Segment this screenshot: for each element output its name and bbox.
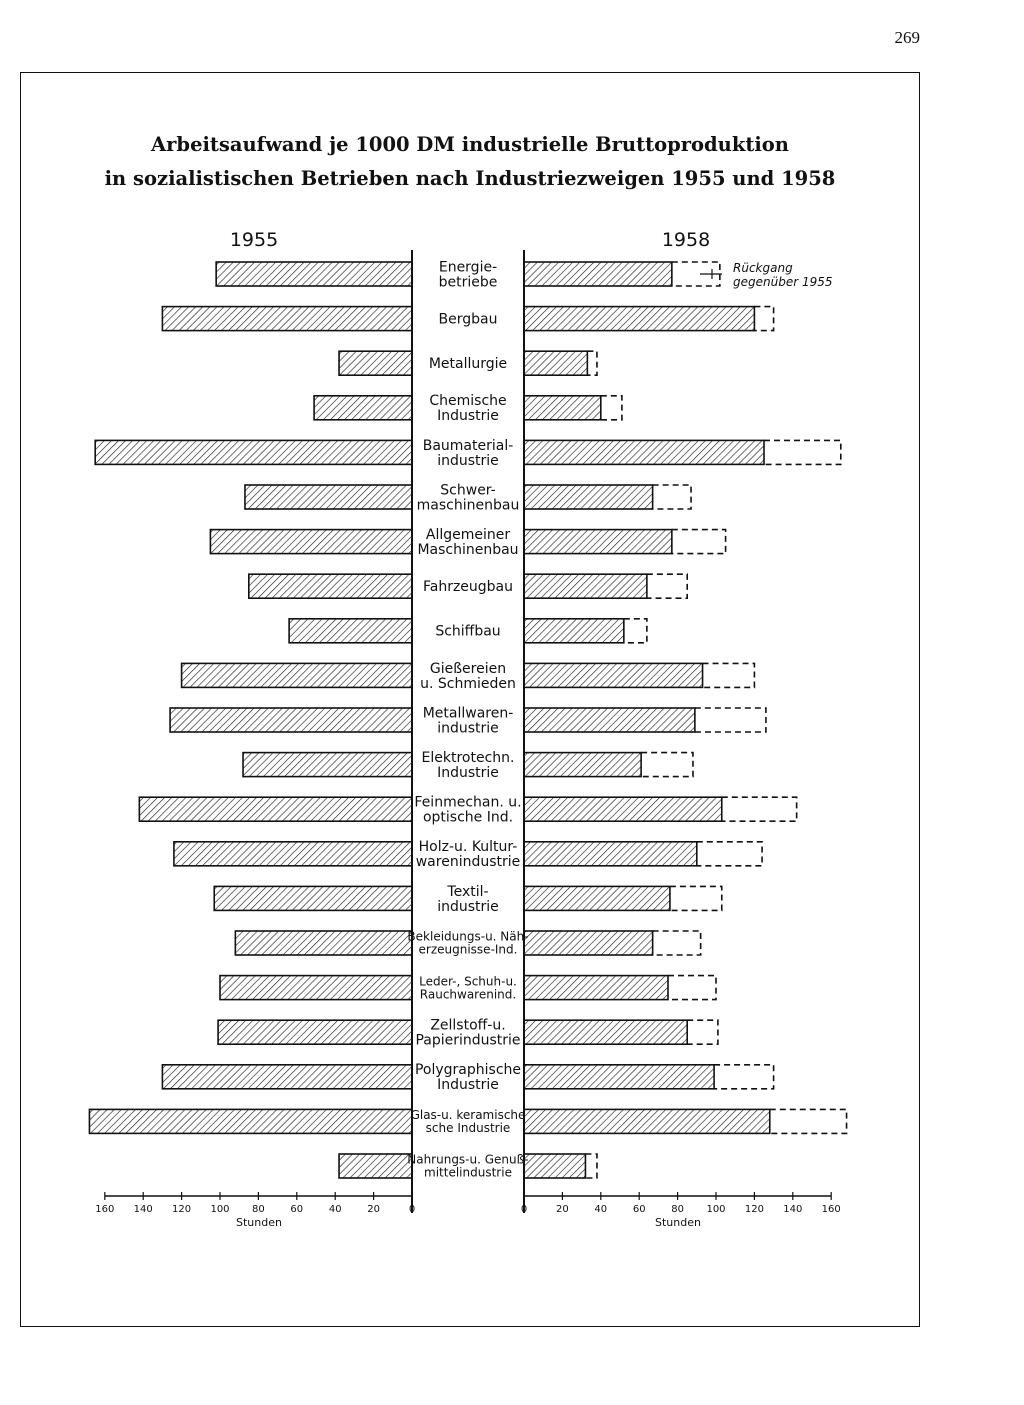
bar-1955-6 — [245, 485, 412, 509]
category-label-20-line-1: Glas-u. keramische — [410, 1108, 526, 1123]
decline-outline-10 — [703, 663, 755, 687]
decline-outline-17 — [668, 976, 716, 1000]
category-label-18-line-2: Papierindustrie — [415, 1032, 521, 1049]
category-label-19-line-2: Industrie — [437, 1077, 499, 1094]
left-tick-label-3: 120 — [172, 1204, 192, 1215]
category-label-5-line-1: Baumaterial- — [422, 437, 514, 454]
right-tick-label-2: 20 — [556, 1204, 569, 1215]
category-label-13-line-1: Feinmechan. u. — [414, 794, 522, 811]
decline-outline-5 — [764, 440, 841, 464]
bar-1955-9 — [289, 619, 412, 643]
bar-1958-16 — [524, 931, 653, 955]
bar-1958-6 — [524, 485, 653, 509]
category-label-6-line-2: maschinenbau — [416, 497, 520, 514]
category-label-4-line-1: Chemische — [429, 393, 507, 410]
category-label-15-line-2: industrie — [437, 898, 499, 915]
bar-1955-11 — [170, 708, 412, 732]
decline-outline-21 — [585, 1154, 597, 1178]
bar-1958-9 — [524, 619, 624, 643]
category-label-18-line-1: Zellstoff-u. — [430, 1017, 506, 1034]
bar-1958-21 — [524, 1154, 585, 1178]
category-label-4-line-2: Industrie — [437, 408, 499, 425]
bar-1958-19 — [524, 1065, 714, 1089]
bar-1958-14 — [524, 842, 697, 866]
decline-outline-3 — [587, 351, 597, 375]
bar-1955-12 — [243, 753, 412, 777]
decline-outline-2 — [754, 307, 773, 331]
bar-1955-19 — [162, 1065, 412, 1089]
bar-1955-18 — [218, 1020, 412, 1044]
bar-1958-8 — [524, 574, 647, 598]
chart-title-line-2: in sozialistischen Betrieben nach Industriezweigen 1955 und 1958 — [104, 167, 836, 190]
panel-label-1955: 1955 — [229, 229, 279, 251]
left-tick-label-9: 0 — [408, 1204, 416, 1215]
category-label-15-line-1: Textil- — [447, 883, 489, 900]
right-tick-label-1: 0 — [520, 1204, 528, 1215]
bar-1955-10 — [182, 663, 412, 687]
decline-outline-13 — [722, 797, 797, 821]
category-label-11-line-1: Metallwaren- — [422, 705, 514, 722]
bar-1958-18 — [524, 1020, 687, 1044]
right-tick-label-8: 140 — [783, 1204, 803, 1215]
category-label-16-line-1: Bekleidungs-u. Näh- — [407, 929, 529, 944]
category-label-14-line-1: Holz-u. Kultur- — [418, 839, 518, 856]
bar-1955-17 — [220, 976, 412, 1000]
left-x-axis-label: Stunden — [236, 1216, 282, 1229]
decline-outline-16 — [653, 931, 701, 955]
decline-outline-18 — [687, 1020, 718, 1044]
bar-1958-10 — [524, 663, 703, 687]
decline-outline-19 — [714, 1065, 774, 1089]
bar-1955-3 — [339, 351, 412, 375]
category-label-21-line-1: Nahrungs-u. Genuß- — [407, 1152, 529, 1167]
bar-1955-16 — [235, 931, 412, 955]
bar-1955-2 — [162, 307, 412, 331]
bar-1955-8 — [249, 574, 412, 598]
right-tick-label-4: 60 — [632, 1204, 646, 1215]
decline-outline-15 — [670, 886, 722, 910]
legend-note-line-2: gegenüber 1955 — [733, 275, 833, 289]
bar-1955-5 — [95, 440, 412, 464]
bar-1955-7 — [210, 530, 412, 554]
category-label-19-line-1: Polygraphische — [414, 1062, 522, 1079]
category-label-6-line-1: Schwer- — [440, 482, 496, 499]
right-tick-label-7: 120 — [744, 1204, 764, 1215]
decline-outline-9 — [624, 619, 647, 643]
right-tick-label-9: 160 — [821, 1204, 841, 1215]
bar-1958-15 — [524, 886, 670, 910]
category-label-10-line-1: Gießereien — [429, 660, 507, 677]
category-label-1-line-1: Energie- — [438, 259, 498, 276]
decline-outline-4 — [601, 396, 622, 420]
bar-1958-2 — [524, 307, 754, 331]
bar-1955-15 — [214, 886, 412, 910]
decline-outline-7 — [672, 530, 726, 554]
left-tick-label-1: 160 — [95, 1204, 115, 1215]
legend-note-line-1: Rückgang — [733, 261, 793, 275]
bar-1958-11 — [524, 708, 695, 732]
decline-outline-8 — [647, 574, 687, 598]
category-label-12-line-1: Elektrotechn. — [421, 750, 515, 766]
category-label-7-line-2: Maschinenbau — [417, 542, 519, 558]
category-label-10-line-2: u. Schmieden — [420, 675, 516, 692]
category-label-14-line-2: warenindustrie — [415, 854, 521, 871]
bar-1955-4 — [314, 396, 412, 420]
left-tick-label-7: 40 — [328, 1204, 342, 1215]
bar-1958-4 — [524, 396, 601, 420]
right-tick-label-6: 100 — [706, 1204, 726, 1215]
bar-1958-17 — [524, 976, 668, 1000]
left-tick-label-2: 140 — [133, 1204, 153, 1215]
category-label-7-line-1: Allgemeiner — [425, 527, 511, 543]
category-label-1-line-2: betriebe — [438, 274, 498, 291]
bar-1958-3 — [524, 351, 587, 375]
decline-outline-12 — [641, 753, 693, 777]
decline-outline-11 — [695, 708, 766, 732]
bar-1958-5 — [524, 440, 764, 464]
bar-1958-13 — [524, 797, 722, 821]
bar-1958-12 — [524, 753, 641, 777]
category-label-8-line-1: Fahrzeugbau — [422, 579, 514, 596]
decline-outline-14 — [697, 842, 762, 866]
category-label-5-line-2: industrie — [437, 452, 499, 469]
right-x-axis-label: Stunden — [655, 1216, 701, 1229]
decline-outline-6 — [653, 485, 691, 509]
panel-label-1958: 1958 — [661, 229, 711, 251]
bar-1955-14 — [174, 842, 412, 866]
bar-1958-7 — [524, 530, 672, 554]
left-tick-label-5: 80 — [252, 1204, 265, 1215]
bar-1955-13 — [139, 797, 412, 821]
category-label-9-line-1: Schiffbau — [435, 623, 501, 640]
right-tick-label-5: 80 — [671, 1204, 684, 1215]
category-label-3-line-1: Metallurgie — [428, 356, 508, 373]
bar-1955-1 — [216, 262, 412, 286]
category-label-21-line-2: mittelindustrie — [424, 1165, 512, 1180]
bar-1955-20 — [89, 1109, 412, 1133]
category-label-17-line-1: Leder-, Schuh-u. — [419, 974, 517, 989]
bar-1955-21 — [339, 1154, 412, 1178]
right-tick-label-3: 40 — [594, 1204, 608, 1215]
category-label-13-line-2: optische Ind. — [422, 809, 514, 826]
bar-1958-20 — [524, 1109, 770, 1133]
bar-1958-1 — [524, 262, 672, 286]
left-tick-label-8: 20 — [367, 1204, 380, 1215]
decline-outline-20 — [770, 1109, 847, 1133]
category-label-17-line-2: Rauchwarenind. — [419, 987, 517, 1002]
chart-title-line-1: Arbeitsaufwand je 1000 DM industrielle Bruttoproduktion — [151, 133, 789, 156]
left-tick-label-4: 100 — [210, 1204, 230, 1215]
left-tick-label-6: 60 — [290, 1204, 304, 1215]
category-label-20-line-2: sche Industrie — [425, 1121, 511, 1136]
category-label-11-line-2: industrie — [437, 720, 499, 737]
category-label-2-line-1: Bergbau — [438, 311, 498, 328]
category-label-16-line-2: erzeugnisse-Ind. — [418, 942, 518, 957]
category-label-12-line-2: Industrie — [437, 765, 499, 781]
page-number: 269 — [894, 28, 920, 47]
